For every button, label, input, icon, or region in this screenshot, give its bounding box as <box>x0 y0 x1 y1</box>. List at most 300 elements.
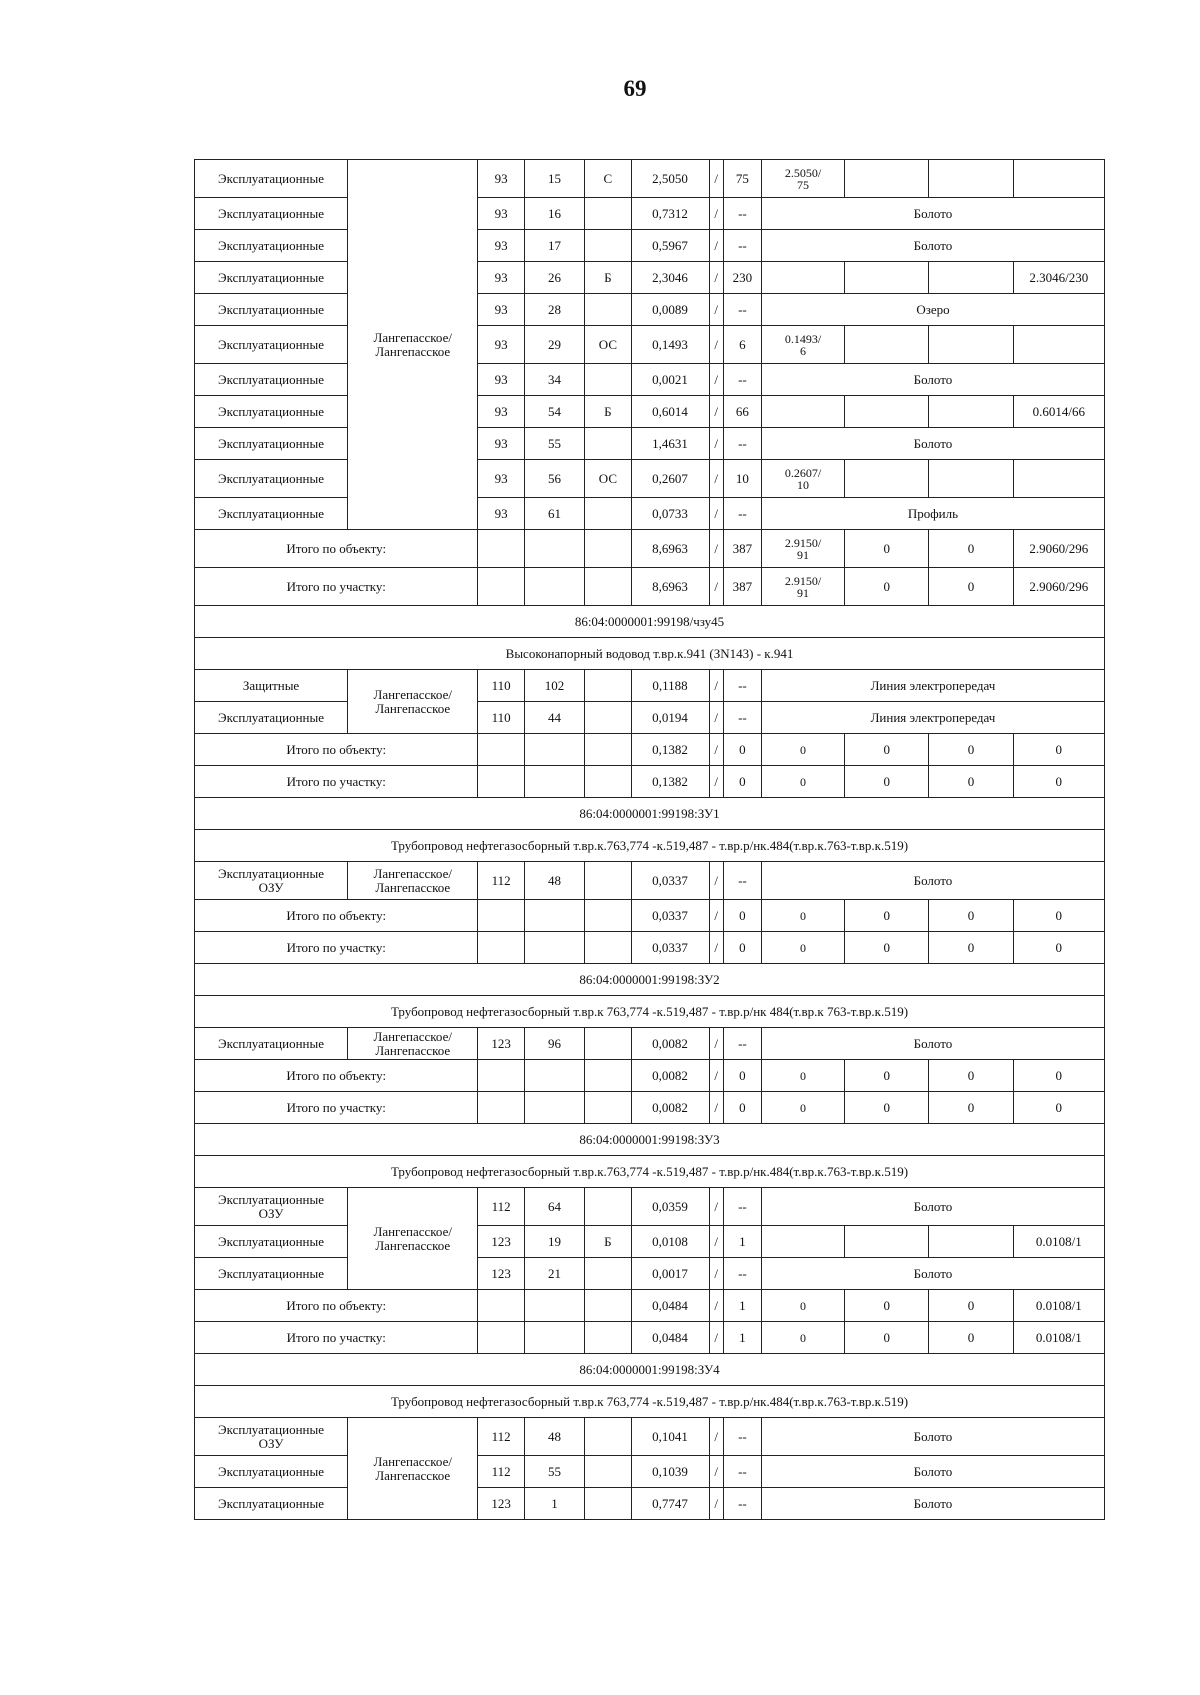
area-value: 2,3046 <box>631 262 709 294</box>
total-label: Итого по объекту: <box>195 1060 478 1092</box>
vydel-number: 61 <box>524 498 585 530</box>
table-row <box>195 460 1105 498</box>
category-3: 0 <box>929 1060 1013 1092</box>
category-4: 0.0108/1 <box>1013 1290 1104 1322</box>
kvartal-number <box>478 932 524 964</box>
vydel-number: 17 <box>524 230 585 262</box>
category-3 <box>929 460 1013 498</box>
table-row <box>195 364 1105 396</box>
area-value: 0,0082 <box>631 1092 709 1124</box>
species-code <box>585 900 631 932</box>
kvartal-number <box>478 900 524 932</box>
kvartal-number: 123 <box>478 1028 524 1060</box>
separator: / <box>709 900 723 932</box>
species-code <box>585 1290 631 1322</box>
species-code <box>585 734 631 766</box>
volume-value: 0 <box>723 766 761 798</box>
volume-value: 0 <box>723 932 761 964</box>
forest-purpose: Эксплуатационные <box>195 1456 348 1488</box>
volume-value: 0 <box>723 1092 761 1124</box>
forest-purpose: Эксплуатационные <box>195 498 348 530</box>
forest-purpose: Эксплуатационные <box>195 326 348 364</box>
area-value: 0,6014 <box>631 396 709 428</box>
species-code <box>585 1418 631 1456</box>
category-3 <box>929 326 1013 364</box>
category-4: 0 <box>1013 766 1104 798</box>
volume-value: -- <box>723 862 761 900</box>
total-row <box>195 1092 1105 1124</box>
object-title-row <box>195 1156 1105 1188</box>
category-2: 0 <box>845 932 929 964</box>
volume-value: 1 <box>723 1322 761 1354</box>
area-value: 0,0359 <box>631 1188 709 1226</box>
species-code <box>585 498 631 530</box>
vydel-number: 55 <box>524 428 585 460</box>
volume-value: 0 <box>723 734 761 766</box>
kvartal-number: 112 <box>478 1188 524 1226</box>
total-row <box>195 1322 1105 1354</box>
area-value: 0,0337 <box>631 900 709 932</box>
area-value: 0,1382 <box>631 734 709 766</box>
total-label: Итого по участку: <box>195 1092 478 1124</box>
separator: / <box>709 1092 723 1124</box>
volume-value: 387 <box>723 530 761 568</box>
forest-purpose: Эксплуатационные <box>195 460 348 498</box>
forest-plot-table <box>194 159 1105 1520</box>
vydel-number <box>524 900 585 932</box>
separator: / <box>709 364 723 396</box>
category-1: 0 <box>761 900 844 932</box>
category-1: 0 <box>761 766 844 798</box>
volume-value: 66 <box>723 396 761 428</box>
separator: / <box>709 734 723 766</box>
vydel-number <box>524 1322 585 1354</box>
table-row <box>195 1226 1105 1258</box>
kvartal-number <box>478 766 524 798</box>
separator: / <box>709 766 723 798</box>
forest-purpose: Эксплуатационные <box>195 160 348 198</box>
separator: / <box>709 460 723 498</box>
table-row <box>195 262 1105 294</box>
separator: / <box>709 198 723 230</box>
land-type: Болото <box>761 1488 1104 1520</box>
area-value: 0,0337 <box>631 862 709 900</box>
area-value: 0,1493 <box>631 326 709 364</box>
separator: / <box>709 396 723 428</box>
vydel-number: 34 <box>524 364 585 396</box>
vydel-number: 96 <box>524 1028 585 1060</box>
category-1: 0 <box>761 1092 844 1124</box>
total-row <box>195 932 1105 964</box>
kvartal-number: 123 <box>478 1226 524 1258</box>
land-type: Болото <box>761 198 1104 230</box>
forest-purpose: Эксплуатационные <box>195 1488 348 1520</box>
vydel-number: 44 <box>524 702 585 734</box>
category-2: 0 <box>845 766 929 798</box>
category-2: 0 <box>845 734 929 766</box>
category-1 <box>761 262 844 294</box>
forest-purpose: Эксплуатационные <box>195 364 348 396</box>
species-code: С <box>585 160 631 198</box>
kvartal-number <box>478 1092 524 1124</box>
separator: / <box>709 670 723 702</box>
area-value: 8,6963 <box>631 530 709 568</box>
category-3 <box>929 396 1013 428</box>
table-row <box>195 198 1105 230</box>
forest-purpose: Эксплуатационные ОЗУ <box>195 1188 348 1226</box>
species-code <box>585 862 631 900</box>
volume-value: -- <box>723 428 761 460</box>
category-3 <box>929 160 1013 198</box>
area-value: 0,1188 <box>631 670 709 702</box>
total-row <box>195 568 1105 606</box>
table-row <box>195 1456 1105 1488</box>
separator: / <box>709 530 723 568</box>
land-type: Болото <box>761 364 1104 396</box>
volume-value: -- <box>723 1418 761 1456</box>
volume-value: 0 <box>723 900 761 932</box>
kvartal-number: 93 <box>478 498 524 530</box>
total-label: Итого по объекту: <box>195 1290 478 1322</box>
vydel-number <box>524 530 585 568</box>
total-row <box>195 530 1105 568</box>
category-4: 0 <box>1013 1092 1104 1124</box>
object-title: Высоконапорный водовод т.вр.к.941 (ЗN143) - к.941 <box>195 638 1105 670</box>
kvartal-number: 123 <box>478 1258 524 1290</box>
category-1: 2.9150/ 91 <box>761 568 844 606</box>
species-code <box>585 932 631 964</box>
area-value: 2,5050 <box>631 160 709 198</box>
volume-value: 75 <box>723 160 761 198</box>
area-value: 0,7312 <box>631 198 709 230</box>
object-title-row <box>195 996 1105 1028</box>
vydel-number: 56 <box>524 460 585 498</box>
volume-value: -- <box>723 1488 761 1520</box>
area-value: 1,4631 <box>631 428 709 460</box>
area-value: 0,0108 <box>631 1226 709 1258</box>
species-code <box>585 1060 631 1092</box>
kvartal-number: 93 <box>478 428 524 460</box>
table-row <box>195 428 1105 460</box>
land-type: Болото <box>761 1456 1104 1488</box>
category-2 <box>845 160 929 198</box>
kvartal-number <box>478 530 524 568</box>
kvartal-number: 93 <box>478 460 524 498</box>
table-row <box>195 1188 1105 1226</box>
object-title-row <box>195 1386 1105 1418</box>
separator: / <box>709 428 723 460</box>
table-row <box>195 396 1105 428</box>
forestry-name: Лангепасское/ Лангепасское <box>348 1418 478 1520</box>
forest-purpose: Защитные <box>195 670 348 702</box>
vydel-number: 48 <box>524 1418 585 1456</box>
volume-value: 387 <box>723 568 761 606</box>
area-value: 0,0021 <box>631 364 709 396</box>
category-2: 0 <box>845 900 929 932</box>
forest-purpose: Эксплуатационные <box>195 396 348 428</box>
page-number: 69 <box>623 76 647 101</box>
separator: / <box>709 294 723 326</box>
object-title: Трубопровод нефтегазосборный т.вр.к.763,774 -к.519,487 - т.вр.р/нк.484(т.вр.к.763-т.вр.к.519) <box>195 1156 1105 1188</box>
category-4 <box>1013 326 1104 364</box>
volume-value: -- <box>723 670 761 702</box>
table-row <box>195 1488 1105 1520</box>
category-4: 2.3046/230 <box>1013 262 1104 294</box>
volume-value: -- <box>723 230 761 262</box>
area-value: 0,0337 <box>631 932 709 964</box>
species-code <box>585 1456 631 1488</box>
vydel-number: 21 <box>524 1258 585 1290</box>
category-2: 0 <box>845 1290 929 1322</box>
category-1: 0 <box>761 932 844 964</box>
vydel-number <box>524 766 585 798</box>
category-3: 0 <box>929 1092 1013 1124</box>
land-type: Озеро <box>761 294 1104 326</box>
separator: / <box>709 1456 723 1488</box>
forest-purpose: Эксплуатационные <box>195 262 348 294</box>
area-value: 0,0194 <box>631 702 709 734</box>
cadastral-number: 86:04:0000001:99198:ЗУ3 <box>195 1124 1105 1156</box>
total-label: Итого по участку: <box>195 1322 478 1354</box>
land-type: Профиль <box>761 498 1104 530</box>
total-label: Итого по участку: <box>195 568 478 606</box>
kvartal-number: 123 <box>478 1488 524 1520</box>
category-4: 0 <box>1013 1060 1104 1092</box>
volume-value: 10 <box>723 460 761 498</box>
category-2: 0 <box>845 1322 929 1354</box>
category-4: 0.0108/1 <box>1013 1226 1104 1258</box>
species-code: ОС <box>585 460 631 498</box>
category-4 <box>1013 460 1104 498</box>
volume-value: -- <box>723 198 761 230</box>
separator: / <box>709 1060 723 1092</box>
category-1: 0.1493/ 6 <box>761 326 844 364</box>
separator: / <box>709 1188 723 1226</box>
category-4: 0.6014/66 <box>1013 396 1104 428</box>
separator: / <box>709 326 723 364</box>
kvartal-number: 110 <box>478 702 524 734</box>
forest-purpose: Эксплуатационные ОЗУ <box>195 1418 348 1456</box>
volume-value: 0 <box>723 1060 761 1092</box>
land-type: Линия электропередач <box>761 702 1104 734</box>
total-label: Итого по объекту: <box>195 530 478 568</box>
forestry-name: Лангепасское/ Лангепасское <box>348 1188 478 1290</box>
area-value: 0,0089 <box>631 294 709 326</box>
table-row <box>195 160 1105 198</box>
category-2: 0 <box>845 530 929 568</box>
kvartal-number: 110 <box>478 670 524 702</box>
category-4: 2.9060/296 <box>1013 568 1104 606</box>
species-code <box>585 428 631 460</box>
category-4: 0.0108/1 <box>1013 1322 1104 1354</box>
vydel-number <box>524 932 585 964</box>
kvartal-number: 112 <box>478 862 524 900</box>
forest-purpose: Эксплуатационные <box>195 198 348 230</box>
separator: / <box>709 702 723 734</box>
table-row <box>195 1258 1105 1290</box>
separator: / <box>709 1258 723 1290</box>
total-label: Итого по объекту: <box>195 734 478 766</box>
category-3 <box>929 262 1013 294</box>
volume-value: 6 <box>723 326 761 364</box>
area-value: 8,6963 <box>631 568 709 606</box>
volume-value: -- <box>723 364 761 396</box>
kvartal-number: 93 <box>478 160 524 198</box>
vydel-number: 19 <box>524 1226 585 1258</box>
forest-purpose: Эксплуатационные <box>195 702 348 734</box>
object-title-row <box>195 830 1105 862</box>
area-value: 0,0082 <box>631 1028 709 1060</box>
table-row <box>195 862 1105 900</box>
cadastral-row <box>195 606 1105 638</box>
species-code <box>585 1188 631 1226</box>
object-title-row <box>195 638 1105 670</box>
separator: / <box>709 1322 723 1354</box>
forestry-name: Лангепасское/ Лангепасское <box>348 1028 478 1060</box>
species-code <box>585 294 631 326</box>
category-3: 0 <box>929 734 1013 766</box>
volume-value: -- <box>723 1188 761 1226</box>
separator: / <box>709 230 723 262</box>
area-value: 0,1382 <box>631 766 709 798</box>
area-value: 0,0082 <box>631 1060 709 1092</box>
table-row <box>195 230 1105 262</box>
land-type: Болото <box>761 1188 1104 1226</box>
category-2: 0 <box>845 1060 929 1092</box>
category-2 <box>845 326 929 364</box>
vydel-number <box>524 568 585 606</box>
forest-purpose: Эксплуатационные <box>195 1258 348 1290</box>
category-3 <box>929 1226 1013 1258</box>
separator: / <box>709 1418 723 1456</box>
land-type: Болото <box>761 1258 1104 1290</box>
category-1: 0 <box>761 1322 844 1354</box>
kvartal-number <box>478 734 524 766</box>
kvartal-number: 93 <box>478 198 524 230</box>
category-3: 0 <box>929 1290 1013 1322</box>
volume-value: -- <box>723 1028 761 1060</box>
species-code <box>585 568 631 606</box>
kvartal-number <box>478 568 524 606</box>
kvartal-number: 93 <box>478 326 524 364</box>
forest-purpose: Эксплуатационные <box>195 230 348 262</box>
separator: / <box>709 1028 723 1060</box>
species-code <box>585 670 631 702</box>
separator: / <box>709 262 723 294</box>
separator: / <box>709 1488 723 1520</box>
land-type: Болото <box>761 862 1104 900</box>
category-1: 0 <box>761 1290 844 1322</box>
table-row <box>195 1028 1105 1060</box>
area-value: 0,0484 <box>631 1322 709 1354</box>
category-2: 0 <box>845 568 929 606</box>
species-code: Б <box>585 262 631 294</box>
forestry-name: Лангепасское/ Лангепасское <box>348 670 478 734</box>
forest-purpose: Эксплуатационные ОЗУ <box>195 862 348 900</box>
area-value: 0,2607 <box>631 460 709 498</box>
forest-purpose: Эксплуатационные <box>195 1226 348 1258</box>
species-code <box>585 1488 631 1520</box>
vydel-number <box>524 1290 585 1322</box>
land-type: Болото <box>761 1028 1104 1060</box>
volume-value: -- <box>723 1258 761 1290</box>
kvartal-number: 112 <box>478 1456 524 1488</box>
table-row <box>195 702 1105 734</box>
category-3: 0 <box>929 900 1013 932</box>
species-code: Б <box>585 396 631 428</box>
category-1: 2.9150/ 91 <box>761 530 844 568</box>
vydel-number: 26 <box>524 262 585 294</box>
category-1: 0 <box>761 1060 844 1092</box>
category-1: 0 <box>761 734 844 766</box>
volume-value: 1 <box>723 1290 761 1322</box>
kvartal-number <box>478 1060 524 1092</box>
kvartal-number <box>478 1290 524 1322</box>
table-row <box>195 294 1105 326</box>
forestry-name: Лангепасское/ Лангепасское <box>348 160 478 530</box>
kvartal-number: 93 <box>478 396 524 428</box>
volume-value: 230 <box>723 262 761 294</box>
vydel-number <box>524 1060 585 1092</box>
vydel-number: 16 <box>524 198 585 230</box>
total-row <box>195 1290 1105 1322</box>
vydel-number: 1 <box>524 1488 585 1520</box>
category-3: 0 <box>929 932 1013 964</box>
vydel-number: 15 <box>524 160 585 198</box>
species-code <box>585 766 631 798</box>
area-value: 0,0484 <box>631 1290 709 1322</box>
category-1 <box>761 1226 844 1258</box>
volume-value: -- <box>723 294 761 326</box>
kvartal-number: 93 <box>478 230 524 262</box>
total-label: Итого по участку: <box>195 932 478 964</box>
separator: / <box>709 932 723 964</box>
table-row <box>195 498 1105 530</box>
vydel-number <box>524 1092 585 1124</box>
species-code <box>585 364 631 396</box>
cadastral-number: 86:04:0000001:99198:ЗУ1 <box>195 798 1105 830</box>
vydel-number: 48 <box>524 862 585 900</box>
total-row <box>195 1060 1105 1092</box>
category-4: 0 <box>1013 900 1104 932</box>
category-1: 2.5050/ 75 <box>761 160 844 198</box>
forestry-name: Лангепасское/ Лангепасское <box>348 862 478 900</box>
area-value: 0,0017 <box>631 1258 709 1290</box>
table-row <box>195 326 1105 364</box>
land-type: Болото <box>761 1418 1104 1456</box>
species-code <box>585 1092 631 1124</box>
species-code: ОС <box>585 326 631 364</box>
cadastral-number: 86:04:0000001:99198:ЗУ2 <box>195 964 1105 996</box>
total-label: Итого по объекту: <box>195 900 478 932</box>
kvartal-number: 93 <box>478 262 524 294</box>
table-row <box>195 670 1105 702</box>
land-type: Линия электропередач <box>761 670 1104 702</box>
vydel-number: 28 <box>524 294 585 326</box>
cadastral-number: 86:04:0000001:99198/чзу45 <box>195 606 1105 638</box>
vydel-number: 54 <box>524 396 585 428</box>
vydel-number: 64 <box>524 1188 585 1226</box>
kvartal-number <box>478 1322 524 1354</box>
vydel-number <box>524 734 585 766</box>
species-code <box>585 1258 631 1290</box>
total-row <box>195 766 1105 798</box>
kvartal-number: 93 <box>478 364 524 396</box>
species-code <box>585 1322 631 1354</box>
object-title: Трубопровод нефтегазосборный т.вр.к 763,774 -к.519,487 - т.вр.р/нк.484(т.вр.к.763-т.вр.к.519) <box>195 1386 1105 1418</box>
category-2 <box>845 396 929 428</box>
volume-value: -- <box>723 1456 761 1488</box>
